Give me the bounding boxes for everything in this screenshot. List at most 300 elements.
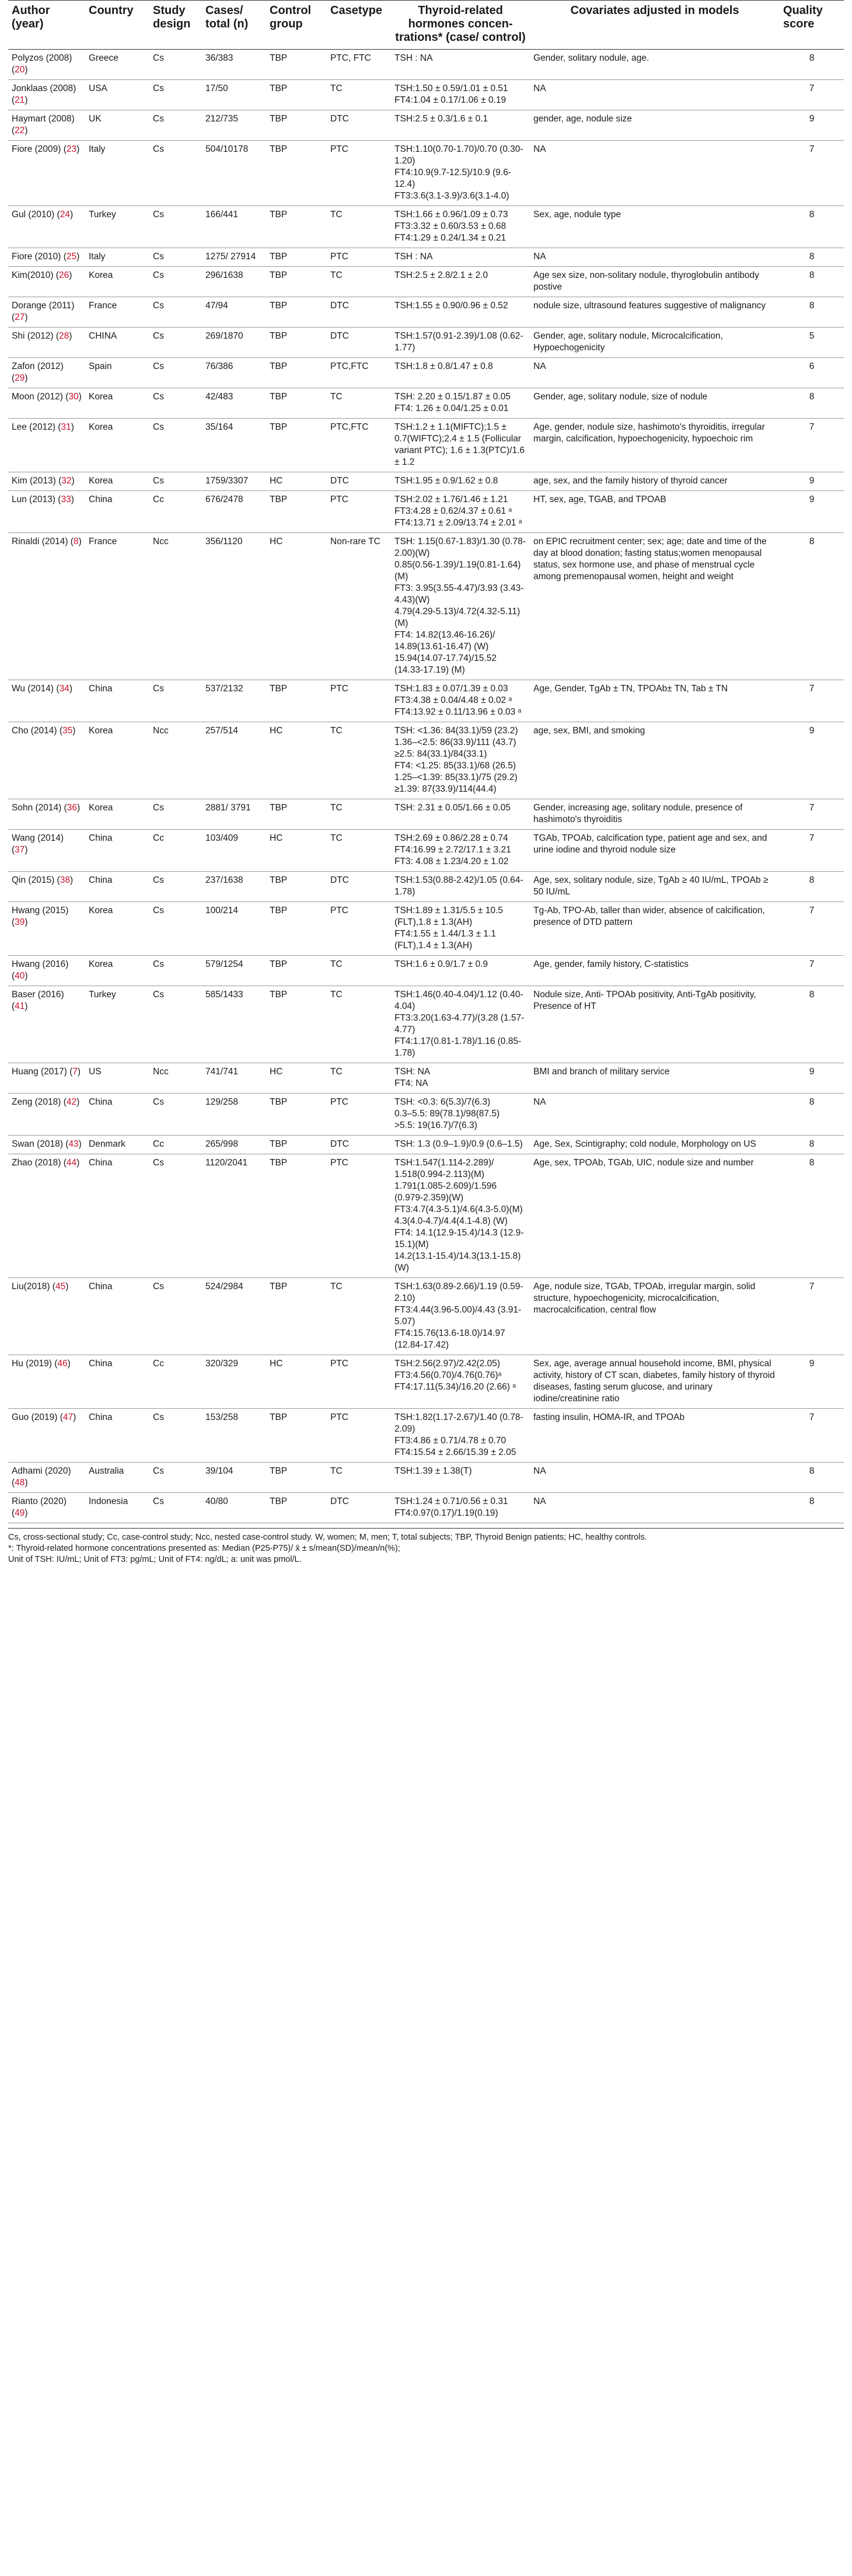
cell-author: Kim(2010) (26) bbox=[8, 267, 85, 297]
cell-covariates: NA bbox=[530, 141, 780, 206]
cell-covariates: Age, sex, solitary nodule, size, TgAb ≥ 40 IU/mL, TPOAb ≥ 50 IU/mL bbox=[530, 872, 780, 902]
reference-link[interactable]: 37 bbox=[15, 845, 25, 855]
author-name: Zafon (2012) bbox=[12, 361, 64, 371]
cell-design: Cs bbox=[149, 680, 202, 722]
cell-cases: 36/383 bbox=[202, 50, 266, 80]
cell-hormones: TSH:1.39 ± 1.38(T) bbox=[391, 1463, 530, 1493]
table-row bbox=[8, 956, 844, 986]
cell-covariates: Nodule size, Anti- TPOAb positivity, Anti-TgAb positivity, Presence of HT bbox=[530, 986, 780, 1063]
author-name: Fiore (2009) bbox=[12, 144, 61, 154]
cell-author: Swan (2018) (43) bbox=[8, 1136, 85, 1154]
table-row bbox=[8, 267, 844, 297]
author-name: Haymart (2008) bbox=[12, 114, 75, 124]
cell-control: TBP bbox=[266, 110, 327, 141]
cell-country: Korea bbox=[85, 956, 149, 986]
table-row bbox=[8, 533, 844, 680]
cell-hormones: TSH: 1.3 (0.9–1.9)/0.9 (0.6–1.5) bbox=[391, 1136, 530, 1154]
cell-hormones: TSH:1.53(0.88-2.42)/1.05 (0.64-1.78) bbox=[391, 872, 530, 902]
cell-covariates: age, sex, BMI, and smoking bbox=[530, 722, 780, 799]
cell-author: Dorange (2011) (27) bbox=[8, 297, 85, 328]
cell-design: Cs bbox=[149, 1094, 202, 1136]
reference-link[interactable]: 47 bbox=[62, 1412, 74, 1422]
author-name: Zhao (2018) bbox=[12, 1158, 61, 1168]
reference-link[interactable]: 35 bbox=[62, 726, 73, 736]
cell-quality: 7 bbox=[780, 80, 844, 110]
table-row bbox=[8, 1063, 844, 1094]
cell-country: Korea bbox=[85, 419, 149, 472]
cell-hormones: TSH:1.55 ± 0.90/0.96 ± 0.52 bbox=[391, 297, 530, 328]
reference-link[interactable]: 8 bbox=[73, 537, 79, 546]
table-row bbox=[8, 872, 844, 902]
cell-author: Hu (2019) (46) bbox=[8, 1355, 85, 1409]
cell-hormones: TSH:1.10(0.70-1.70)/0.70 (0.30-1.20) FT4:10.9(9.7-12.5)/10.9 (9.6-12.4) FT3:3.6(3.1-3.9)/3.6(3.1-4.0) bbox=[391, 141, 530, 206]
cell-casetype: PTC,FTC bbox=[327, 358, 391, 388]
cell-design: Cs bbox=[149, 141, 202, 206]
cell-casetype: DTC bbox=[327, 110, 391, 141]
cell-design: Cs bbox=[149, 248, 202, 267]
author-name: Zeng (2018) bbox=[12, 1097, 61, 1107]
cell-author: Lun (2013) (33) bbox=[8, 491, 85, 533]
cell-covariates: NA bbox=[530, 248, 780, 267]
cell-hormones: TSH:1.83 ± 0.07/1.39 ± 0.03 FT3:4.38 ± 0.04/4.48 ± 0.02 ᵃ FT4:13.92 ± 0.11/13.96 ± 0.03 ᵃ bbox=[391, 680, 530, 722]
cell-covariates: Age, gender, family history, C-statistics bbox=[530, 956, 780, 986]
cell-quality: 8 bbox=[780, 1154, 844, 1278]
cell-quality: 9 bbox=[780, 472, 844, 491]
reference-link[interactable]: 30 bbox=[68, 392, 79, 402]
cell-casetype: DTC bbox=[327, 297, 391, 328]
cell-design: Cs bbox=[149, 358, 202, 388]
cell-control: TBP bbox=[266, 1154, 327, 1278]
reference-link[interactable]: 32 bbox=[61, 476, 72, 486]
reference-link[interactable]: 29 bbox=[15, 373, 25, 383]
header-row bbox=[8, 1, 844, 50]
cell-quality: 8 bbox=[780, 50, 844, 80]
cell-casetype: PTC bbox=[327, 1355, 391, 1409]
cell-quality: 8 bbox=[780, 1094, 844, 1136]
cell-hormones: TSH:1.57(0.91-2.39)/1.08 (0.62-1.77) bbox=[391, 328, 530, 358]
cell-cases: 1275/ 27914 bbox=[202, 248, 266, 267]
cell-country: China bbox=[85, 491, 149, 533]
cell-cases: 237/1638 bbox=[202, 872, 266, 902]
cell-covariates: on EPIC recruitment center; sex; age; date and time of the day at blood donation; fasting status;women menopausal status, sex hormone use, and phase of menstrual cycle among premenopausal women, height and weight bbox=[530, 533, 780, 680]
cell-cases: 153/258 bbox=[202, 1409, 266, 1463]
cell-country: UK bbox=[85, 110, 149, 141]
cell-covariates: Tg-Ab, TPO-Ab, taller than wider, absence of calcification, presence of DTD pattern bbox=[530, 902, 780, 956]
cell-country: Korea bbox=[85, 388, 149, 419]
cell-country: France bbox=[85, 533, 149, 680]
cell-design: Cs bbox=[149, 872, 202, 902]
cell-hormones: TSH:1.63(0.89-2.66)/1.19 (0.59-2.10) FT3:4.44(3.96-5.00)/4.43 (3.91-5.07) FT4:15.76(13.6-18.0)/14.97 (12.84-17.42) bbox=[391, 1278, 530, 1355]
cell-country: France bbox=[85, 297, 149, 328]
table-row bbox=[8, 419, 844, 472]
cell-design: Cs bbox=[149, 110, 202, 141]
cell-author: Shi (2012) (28) bbox=[8, 328, 85, 358]
cell-hormones: TSH: 2.20 ± 0.15/1.87 ± 0.05 FT4: 1.26 ± 0.04/1.25 ± 0.01 bbox=[391, 388, 530, 419]
cell-hormones: TSH:2.02 ± 1.76/1.46 ± 1.21 FT3:4.28 ± 0.62/4.37 ± 0.61 ᵃ FT4:13.71 ± 2.09/13.74 ± 2.01 ᵃ bbox=[391, 491, 530, 533]
cell-control: TBP bbox=[266, 1463, 327, 1493]
cell-casetype: TC bbox=[327, 1063, 391, 1094]
table-row bbox=[8, 722, 844, 799]
cell-design: Cc bbox=[149, 491, 202, 533]
table-row bbox=[8, 491, 844, 533]
cell-casetype: TC bbox=[327, 956, 391, 986]
cell-design: Cs bbox=[149, 799, 202, 830]
cell-cases: 17/50 bbox=[202, 80, 266, 110]
table-row bbox=[8, 1355, 844, 1409]
cell-design: Cs bbox=[149, 956, 202, 986]
cell-control: TBP bbox=[266, 1094, 327, 1136]
author-name: Adhami (2020) bbox=[12, 1466, 71, 1476]
cell-hormones: TSH:1.95 ± 0.9/1.62 ± 0.8 bbox=[391, 472, 530, 491]
reference-link[interactable]: 34 bbox=[59, 684, 69, 694]
header-country: Country bbox=[85, 1, 149, 50]
cell-covariates: age, sex, and the family history of thyroid cancer bbox=[530, 472, 780, 491]
cell-author: Zhao (2018) (44) bbox=[8, 1154, 85, 1278]
cell-quality: 7 bbox=[780, 1278, 844, 1355]
cell-country: CHINA bbox=[85, 328, 149, 358]
cell-control: TBP bbox=[266, 902, 327, 956]
reference-link[interactable]: 42 bbox=[66, 1097, 77, 1107]
cell-covariates: Age, sex, TPOAb, TGAb, UIC, nodule size and number bbox=[530, 1154, 780, 1278]
cell-author: Baser (2016) (41) bbox=[8, 986, 85, 1063]
author-name: Qin (2015) bbox=[12, 875, 55, 885]
cell-covariates: NA bbox=[530, 1493, 780, 1523]
cell-design: Ncc bbox=[149, 1063, 202, 1094]
reference-link[interactable]: 22 bbox=[15, 126, 25, 135]
table-row bbox=[8, 388, 844, 419]
author-name: Rinaldi (2014) bbox=[12, 537, 68, 546]
cell-author: Zeng (2018) (42) bbox=[8, 1094, 85, 1136]
reference-link[interactable]: 39 bbox=[15, 917, 25, 927]
cell-cases: 320/329 bbox=[202, 1355, 266, 1409]
cell-covariates: Gender, solitary nodule, age. bbox=[530, 50, 780, 80]
cell-design: Cc bbox=[149, 1355, 202, 1409]
author-name: Hu (2019) bbox=[12, 1359, 52, 1369]
cell-casetype: DTC bbox=[327, 872, 391, 902]
cell-hormones: TSH:1.6 ± 0.9/1.7 ± 0.9 bbox=[391, 956, 530, 986]
cell-hormones: TSH:1.89 ± 1.31/5.5 ± 10.5 (FLT),1.8 ± 1.3(AH) FT4:1.55 ± 1.44/1.3 ± 1.1 (FLT),1.4 ± 1.3(AH) bbox=[391, 902, 530, 956]
reference-link[interactable]: 26 bbox=[58, 270, 69, 280]
reference-link[interactable]: 44 bbox=[66, 1158, 77, 1168]
table-row bbox=[8, 141, 844, 206]
author-name: Jonklaas (2008) bbox=[12, 83, 76, 93]
author-name: Rianto (2020) bbox=[12, 1496, 67, 1506]
cell-cases: 585/1433 bbox=[202, 986, 266, 1063]
reference-link[interactable]: 36 bbox=[67, 803, 78, 813]
cell-quality: 9 bbox=[780, 491, 844, 533]
cell-covariates: NA bbox=[530, 1463, 780, 1493]
cell-country: Italy bbox=[85, 248, 149, 267]
cell-cases: 579/1254 bbox=[202, 956, 266, 986]
author-name: Kim(2010) bbox=[12, 270, 54, 280]
cell-design: Cs bbox=[149, 50, 202, 80]
cell-covariates: Age, nodule size, TGAb, TPOAb, irregular margin, solid structure, hypoechogenicity, microcalcification, macrocalcification, central flow bbox=[530, 1278, 780, 1355]
reference-link[interactable]: 33 bbox=[61, 495, 71, 504]
cell-design: Cs bbox=[149, 328, 202, 358]
author-name: Dorange (2011) bbox=[12, 301, 75, 311]
cell-design: Cs bbox=[149, 206, 202, 248]
cell-hormones: TSH: <0.3: 6(5.3)/7(6.3) 0.3–5.5: 89(78.1)/98(87.5) >5.5: 19(16.7)/7(6.3) bbox=[391, 1094, 530, 1136]
cell-hormones: TSH:1.82(1.17-2.67)/1.40 (0.78-2.09) FT3:4.86 ± 0.71/4.78 ± 0.70 FT4:15.54 ± 2.66/15.39 ± 2.05 bbox=[391, 1409, 530, 1463]
cell-cases: 1759/3307 bbox=[202, 472, 266, 491]
cell-control: TBP bbox=[266, 419, 327, 472]
cell-author: Jonklaas (2008) (21) bbox=[8, 80, 85, 110]
cell-covariates: Age, Sex, Scintigraphy; cold nodule, Morphology on US bbox=[530, 1136, 780, 1154]
reference-link[interactable]: 28 bbox=[58, 331, 69, 341]
cell-country: Australia bbox=[85, 1463, 149, 1493]
cell-author: Fiore (2010) (25) bbox=[8, 248, 85, 267]
cell-control: HC bbox=[266, 1355, 327, 1409]
header-hormones: Thyroid-related hormones concen-trations* (case/ control) bbox=[391, 1, 530, 50]
author-name: Liu(2018) bbox=[12, 1282, 50, 1292]
cell-hormones: TSH:1.2 ± 1.1(MIFTC);1.5 ± 0.7(WIFTC);2.4 ± 1.5 (Follicular variant PTC); 1.6 ± 1.3(PTC)/1.6 ± 1.2 bbox=[391, 419, 530, 472]
cell-control: TBP bbox=[266, 328, 327, 358]
reference-link[interactable]: 27 bbox=[15, 312, 25, 322]
cell-casetype: PTC bbox=[327, 1409, 391, 1463]
cell-cases: 2881/ 3791 bbox=[202, 799, 266, 830]
author-name: Sohn (2014) bbox=[12, 803, 62, 813]
cell-covariates: Age sex size, non-solitary nodule, thyroglobulin antibody postive bbox=[530, 267, 780, 297]
author-name: Wang (2014) bbox=[12, 833, 64, 843]
cell-country: China bbox=[85, 872, 149, 902]
cell-casetype: DTC bbox=[327, 1136, 391, 1154]
cell-design: Cs bbox=[149, 1278, 202, 1355]
cell-quality: 5 bbox=[780, 328, 844, 358]
cell-design: Cs bbox=[149, 902, 202, 956]
cell-control: TBP bbox=[266, 358, 327, 388]
cell-design: Cs bbox=[149, 472, 202, 491]
cell-covariates: nodule size, ultrasound features suggestive of malignancy bbox=[530, 297, 780, 328]
author-name: Polyzos (2008) bbox=[12, 53, 72, 63]
cell-author: Wang (2014) (37) bbox=[8, 830, 85, 872]
cell-cases: 1120/2041 bbox=[202, 1154, 266, 1278]
cell-cases: 76/386 bbox=[202, 358, 266, 388]
cell-control: TBP bbox=[266, 297, 327, 328]
cell-cases: 537/2132 bbox=[202, 680, 266, 722]
cell-quality: 8 bbox=[780, 533, 844, 680]
cell-casetype: TC bbox=[327, 722, 391, 799]
table-row bbox=[8, 902, 844, 956]
cell-quality: 8 bbox=[780, 206, 844, 248]
cell-hormones: TSH : NA bbox=[391, 248, 530, 267]
cell-control: TBP bbox=[266, 141, 327, 206]
cell-quality: 7 bbox=[780, 1409, 844, 1463]
cell-hormones: TSH:2.69 ± 0.86/2.28 ± 0.74 FT4:16.99 ± 2.72/17.1 ± 3.21 FT3: 4.08 ± 1.23/4.20 ± 1.02 bbox=[391, 830, 530, 872]
cell-control: TBP bbox=[266, 491, 327, 533]
reference-link[interactable]: 46 bbox=[57, 1359, 68, 1369]
cell-author: Kim (2013) (32) bbox=[8, 472, 85, 491]
reference-link[interactable]: 24 bbox=[60, 210, 70, 220]
cell-cases: 741/741 bbox=[202, 1063, 266, 1094]
cell-design: Cs bbox=[149, 419, 202, 472]
cell-casetype: TC bbox=[327, 206, 391, 248]
cell-hormones: TSH:1.24 ± 0.71/0.56 ± 0.31 FT4:0.97(0.17)/1.19(0.19) bbox=[391, 1493, 530, 1523]
cell-design: Cs bbox=[149, 267, 202, 297]
table-row bbox=[8, 328, 844, 358]
cell-country: US bbox=[85, 1063, 149, 1094]
table-row bbox=[8, 1094, 844, 1136]
cell-control: TBP bbox=[266, 206, 327, 248]
cell-country: China bbox=[85, 1355, 149, 1409]
reference-link[interactable]: 43 bbox=[68, 1139, 79, 1149]
cell-country: China bbox=[85, 1154, 149, 1278]
cell-country: Turkey bbox=[85, 206, 149, 248]
header-covariates: Covariates adjusted in models bbox=[530, 1, 780, 50]
cell-country: Greece bbox=[85, 50, 149, 80]
cell-casetype: PTC bbox=[327, 902, 391, 956]
cell-country: Korea bbox=[85, 902, 149, 956]
cell-casetype: PTC bbox=[327, 680, 391, 722]
author-name: Kim (2013) bbox=[12, 476, 56, 486]
cell-quality: 8 bbox=[780, 986, 844, 1063]
cell-quality: 8 bbox=[780, 388, 844, 419]
reference-link[interactable]: 20 bbox=[15, 65, 25, 75]
cell-control: TBP bbox=[266, 1136, 327, 1154]
cell-author: Wu (2014) (34) bbox=[8, 680, 85, 722]
cell-control: HC bbox=[266, 472, 327, 491]
cell-author: Adhami (2020) (48) bbox=[8, 1463, 85, 1493]
cell-hormones: TSH:2.5 ± 2.8/2.1 ± 2.0 bbox=[391, 267, 530, 297]
header-casetype: Casetype bbox=[327, 1, 391, 50]
cell-cases: 524/2984 bbox=[202, 1278, 266, 1355]
cell-author: Zafon (2012) (29) bbox=[8, 358, 85, 388]
cell-design: Ncc bbox=[149, 722, 202, 799]
cell-author: Cho (2014) (35) bbox=[8, 722, 85, 799]
reference-link[interactable]: 45 bbox=[55, 1282, 66, 1292]
table-row bbox=[8, 472, 844, 491]
cell-country: China bbox=[85, 1278, 149, 1355]
cell-cases: 257/514 bbox=[202, 722, 266, 799]
reference-link[interactable]: 21 bbox=[15, 95, 25, 105]
table-row bbox=[8, 297, 844, 328]
reference-link[interactable]: 49 bbox=[15, 1508, 25, 1518]
cell-cases: 40/80 bbox=[202, 1493, 266, 1523]
cell-casetype: TC bbox=[327, 1278, 391, 1355]
cell-casetype: Non-rare TC bbox=[327, 533, 391, 680]
cell-quality: 7 bbox=[780, 799, 844, 830]
table-container bbox=[8, 0, 844, 1565]
cell-casetype: TC bbox=[327, 80, 391, 110]
cell-hormones: TSH:1.50 ± 0.59/1.01 ± 0.51 FT4:1.04 ± 0.17/1.06 ± 0.19 bbox=[391, 80, 530, 110]
cell-cases: 296/1638 bbox=[202, 267, 266, 297]
cell-quality: 7 bbox=[780, 956, 844, 986]
cell-covariates: Gender, increasing age, solitary nodule, presence of hashimoto's thyroiditis bbox=[530, 799, 780, 830]
table-row bbox=[8, 80, 844, 110]
cell-casetype: TC bbox=[327, 799, 391, 830]
cell-casetype: DTC bbox=[327, 472, 391, 491]
cell-design: Cs bbox=[149, 1493, 202, 1523]
cell-quality: 7 bbox=[780, 419, 844, 472]
reference-link[interactable]: 40 bbox=[15, 971, 25, 981]
author-name: Swan (2018) bbox=[12, 1139, 63, 1149]
cell-control: TBP bbox=[266, 872, 327, 902]
cell-control: HC bbox=[266, 830, 327, 872]
author-name: Lun (2013) bbox=[12, 495, 55, 504]
cell-hormones: TSH:2.5 ± 0.3/1.6 ± 0.1 bbox=[391, 110, 530, 141]
cell-design: Cs bbox=[149, 1463, 202, 1493]
reference-link[interactable]: 23 bbox=[66, 144, 77, 154]
cell-country: China bbox=[85, 830, 149, 872]
cell-country: Korea bbox=[85, 722, 149, 799]
cell-quality: 7 bbox=[780, 902, 844, 956]
cell-quality: 7 bbox=[780, 680, 844, 722]
cell-covariates: Gender, age, solitary nodule, size of nodule bbox=[530, 388, 780, 419]
header-control: Control group bbox=[266, 1, 327, 50]
cell-casetype: PTC bbox=[327, 491, 391, 533]
cell-cases: 35/164 bbox=[202, 419, 266, 472]
cell-hormones: TSH : NA bbox=[391, 50, 530, 80]
table-row bbox=[8, 50, 844, 80]
cell-design: Cs bbox=[149, 986, 202, 1063]
cell-author: Liu(2018) (45) bbox=[8, 1278, 85, 1355]
cell-casetype: TC bbox=[327, 388, 391, 419]
cell-control: TBP bbox=[266, 680, 327, 722]
reference-link[interactable]: 38 bbox=[60, 875, 70, 885]
cell-hormones: TSH:1.46(0.40-4.04)/1.12 (0.40-4.04) FT3:3.20(1.63-4.77)/(3.28 (1.57-4.77) FT4:1.17(0.81-1.78)/1.16 (0.85-1.78) bbox=[391, 986, 530, 1063]
table-row bbox=[8, 680, 844, 722]
table-row bbox=[8, 110, 844, 141]
cell-cases: 504/10178 bbox=[202, 141, 266, 206]
cell-quality: 9 bbox=[780, 1355, 844, 1409]
cell-quality: 8 bbox=[780, 267, 844, 297]
cell-covariates: NA bbox=[530, 1094, 780, 1136]
cell-design: Cs bbox=[149, 80, 202, 110]
cell-covariates: Age, gender, nodule size, hashimoto's thyroiditis, irregular margin, calcification, hypoechogenicity, hypoechoic rim bbox=[530, 419, 780, 472]
cell-casetype: PTC bbox=[327, 1154, 391, 1278]
cell-covariates: BMI and branch of military service bbox=[530, 1063, 780, 1094]
cell-author: Rinaldi (2014) (8) bbox=[8, 533, 85, 680]
cell-quality: 7 bbox=[780, 830, 844, 872]
cell-control: TBP bbox=[266, 1493, 327, 1523]
cell-design: Cc bbox=[149, 1136, 202, 1154]
cell-quality: 8 bbox=[780, 1463, 844, 1493]
reference-link[interactable]: 48 bbox=[15, 1478, 25, 1488]
cell-hormones: TSH: 1.15(0.67-1.83)/1.30 (0.78-2.00)(W) 0.85(0.56-1.39)/1.19(0.81-1.64)(M) FT3: 3.95(3.55-4.47)/3.93 (3.43-4.43)(W) 4.79(4.29-5.13)/4.72(4.32-5.11)(M) FT4: 14.82(13.46-16.26)/ 14.89(13.61-16.47) (W) 15.94(14.07-17.74)/15.52 (14.33-17.19) (M) bbox=[391, 533, 530, 680]
cell-quality: 7 bbox=[780, 141, 844, 206]
reference-link[interactable]: 25 bbox=[66, 252, 77, 262]
cell-covariates: HT, sex, age, TGAB, and TPOAB bbox=[530, 491, 780, 533]
reference-link[interactable]: 7 bbox=[72, 1067, 78, 1077]
study-characteristics-table bbox=[8, 0, 844, 1523]
author-name: Guo (2019) bbox=[12, 1412, 58, 1422]
table-row bbox=[8, 1493, 844, 1523]
cell-country: Italy bbox=[85, 141, 149, 206]
cell-hormones: TSH: 2.31 ± 0.05/1.66 ± 0.05 bbox=[391, 799, 530, 830]
cell-control: HC bbox=[266, 722, 327, 799]
author-name: Fiore (2010) bbox=[12, 252, 61, 262]
cell-cases: 212/735 bbox=[202, 110, 266, 141]
cell-design: Cs bbox=[149, 297, 202, 328]
cell-country: Turkey bbox=[85, 986, 149, 1063]
cell-casetype: PTC bbox=[327, 248, 391, 267]
cell-country: Korea bbox=[85, 472, 149, 491]
reference-link[interactable]: 41 bbox=[15, 1001, 25, 1011]
table-row bbox=[8, 986, 844, 1063]
cell-cases: 39/104 bbox=[202, 1463, 266, 1493]
cell-covariates: TGAb, TPOAb, calcification type, patient age and sex, and urine iodine and thyroid nodule size bbox=[530, 830, 780, 872]
reference-link[interactable]: 31 bbox=[61, 422, 71, 432]
cell-author: Hwang (2016) (40) bbox=[8, 956, 85, 986]
author-name: Baser (2016) bbox=[12, 990, 64, 1000]
cell-covariates: gender, age, nodule size bbox=[530, 110, 780, 141]
cell-design: Cs bbox=[149, 1154, 202, 1278]
cell-cases: 265/998 bbox=[202, 1136, 266, 1154]
footnote-line: *: Thyroid-related hormone concentrations presented as: Median (P25-P75)/ x̄ ± s/mean(SD)/mean/n(%); bbox=[8, 1544, 400, 1553]
table-row bbox=[8, 248, 844, 267]
author-name: Shi (2012) bbox=[12, 331, 54, 341]
cell-country: Indonesia bbox=[85, 1493, 149, 1523]
cell-covariates: NA bbox=[530, 358, 780, 388]
